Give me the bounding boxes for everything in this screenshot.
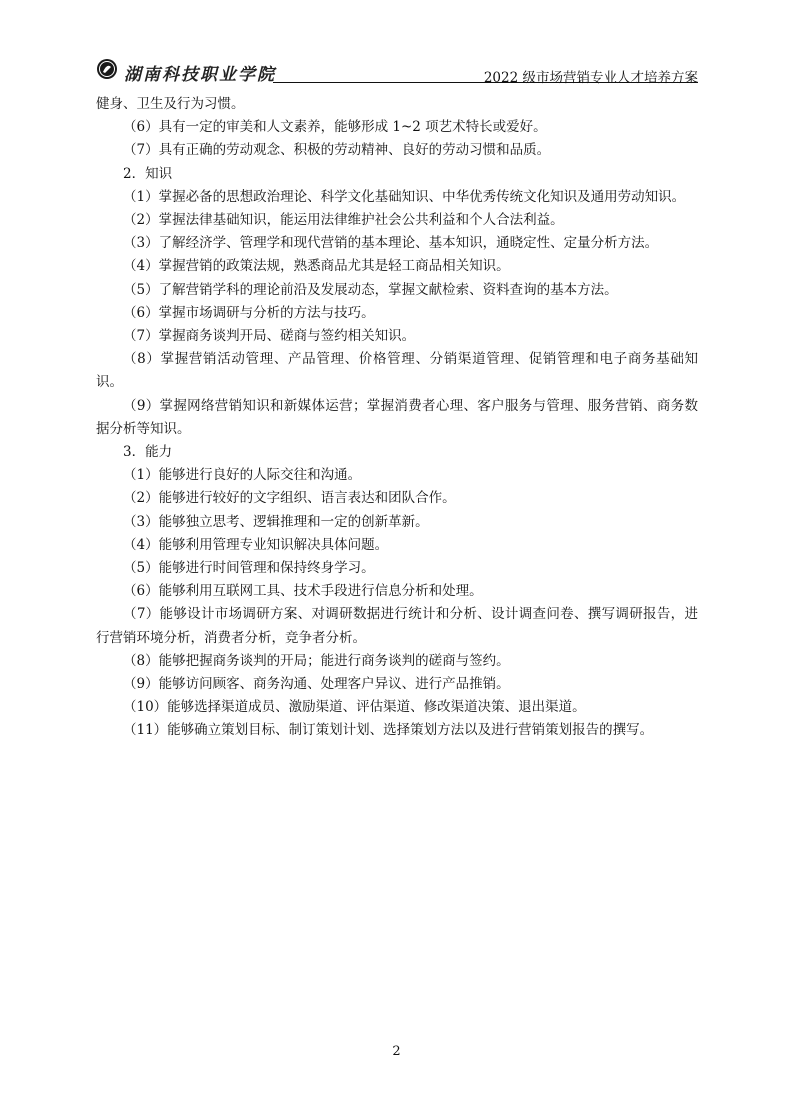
ability-item-11: （11）能够确立策划目标、制订策划计划、选择策划方法以及进行营销策划报告的撰写。: [123, 722, 654, 739]
knowledge-item-7: （7）掌握商务谈判开局、磋商与签约相关知识。: [123, 328, 416, 345]
document-title: 2022 级市场营销专业人才培养方案: [483, 70, 698, 86]
page-number: 2: [392, 1044, 401, 1059]
knowledge-item-3: （3）了解经济学、管理学和现代营销的基本理论、基本知识，通晓定性、定量分析方法。: [123, 235, 659, 252]
ability-item-8: （8）能够把握商务谈判的开局；能进行商务谈判的磋商与签约。: [123, 652, 510, 669]
paragraph-continuation: 健身、卫生及行为习惯。: [96, 96, 245, 112]
ability-item-1: （1）能够进行良好的人际交往和沟通。: [123, 467, 362, 484]
knowledge-item-9: （9）掌握网络营销知识和新媒体运营；掌握消费者心理、客户服务与管理、服务营销、商务数据分析等知识。: [96, 397, 698, 437]
ability-item-10: （10）能够选择渠道成员、激励渠道、评估渠道、修改渠道决策、退出渠道。: [123, 699, 586, 716]
knowledge-item-1: （1）掌握必备的思想政治理论、科学文化基础知识、中华优秀传统文化知识及通用劳动知识。: [123, 188, 686, 205]
knowledge-item-5: （5）了解营销学科的理论前沿及发展动态，掌握文献检索、资料查询的基本方法。: [123, 281, 618, 298]
school-brand: 湖南科技职业学院: [124, 65, 276, 85]
header-rule: [273, 82, 698, 83]
quality-item-6: （6）具有一定的审美和人文素养，能够形成 1~2 项艺术特长或爱好。: [123, 119, 547, 136]
ability-item-9: （9）能够访问顾客、商务沟通、处理客户异议、进行产品推销。: [123, 676, 510, 693]
knowledge-item-8: （8）掌握营销活动管理、产品管理、价格管理、分销渠道管理、促销管理和电子商务基础知识。: [96, 351, 698, 391]
school-logo-icon: [96, 58, 118, 80]
ability-item-3: （3）能够独立思考、逻辑推理和一定的创新革新。: [123, 513, 429, 530]
ability-item-4: （4）能够利用管理专业知识解决具体问题。: [123, 536, 389, 553]
ability-item-7: （7）能够设计市场调研方案、对调研数据进行统计和分析、设计调查问卷、撰写调研报告，进行营销环境分析，消费者分析，竞争者分析。: [96, 606, 698, 646]
document-body: [96, 93, 698, 743]
knowledge-item-2: （2）掌握法律基础知识，能运用法律维护社会公共利益和个人合法利益。: [123, 212, 564, 229]
ability-item-5: （5）能够进行时间管理和保持终身学习。: [123, 560, 375, 577]
quality-item-7: （7）具有正确的劳动观念、积极的劳动精神、良好的劳动习惯和品质。: [123, 142, 551, 159]
knowledge-item-4: （4）掌握营销的政策法规，熟悉商品尤其是轻工商品相关知识。: [123, 258, 510, 275]
knowledge-item-6: （6）掌握市场调研与分析的方法与技巧。: [123, 304, 375, 321]
section-heading-knowledge: 2．知识: [123, 165, 173, 182]
ability-item-2: （2）能够进行较好的文字组织、语言表达和团队合作。: [123, 490, 456, 507]
page-header: [96, 58, 698, 84]
ability-item-6: （6）能够利用互联网工具、技术手段进行信息分析和处理。: [123, 583, 483, 600]
section-heading-ability: 3．能力: [123, 444, 173, 461]
